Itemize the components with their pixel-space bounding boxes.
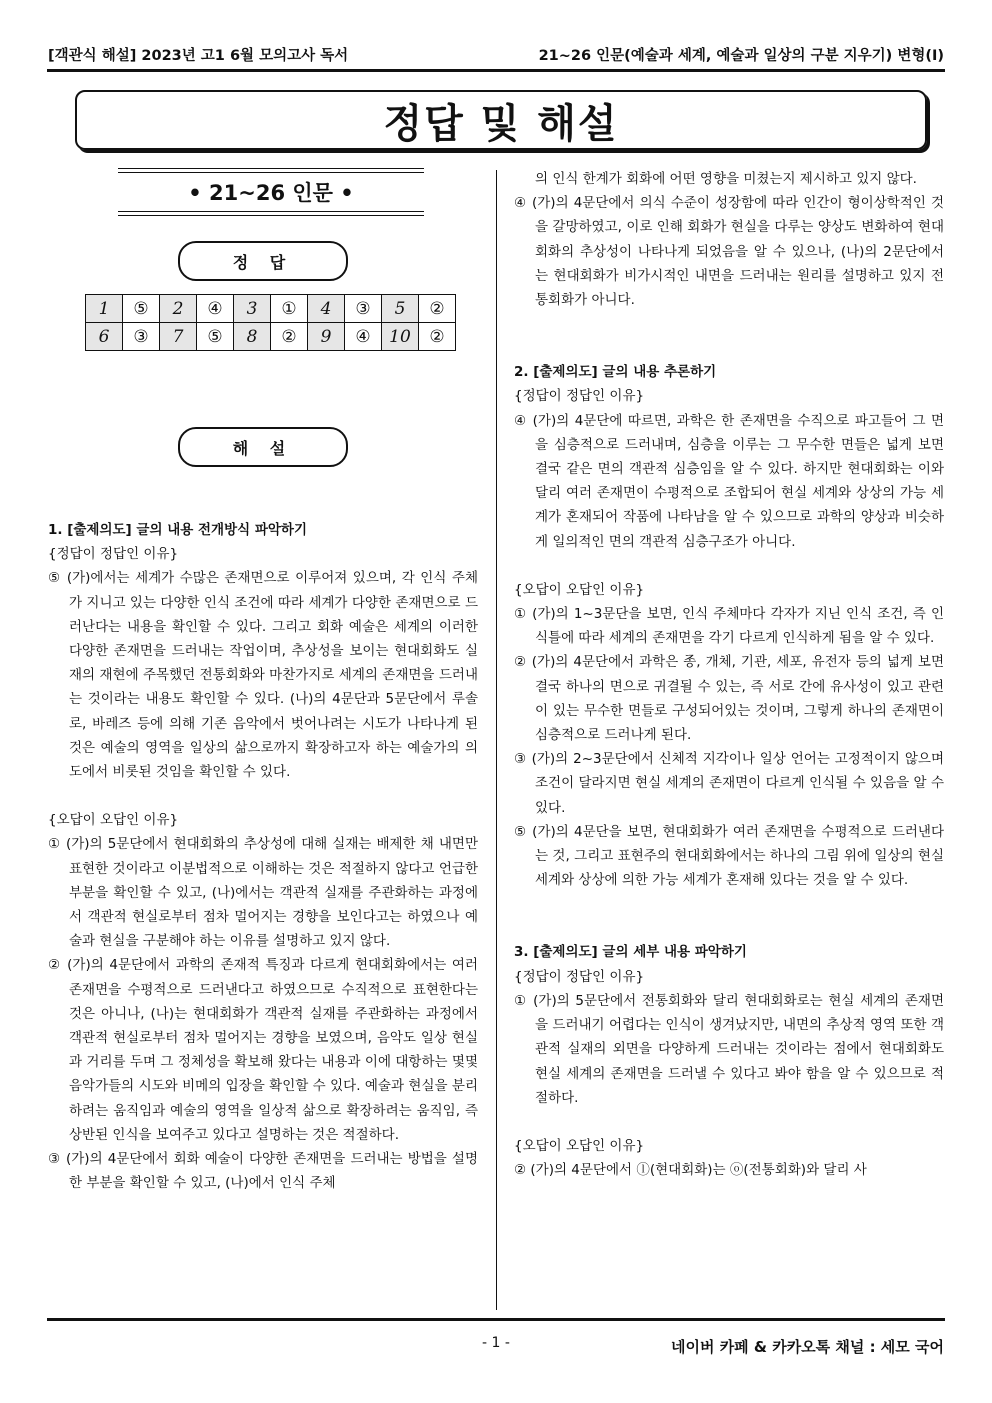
explanation-item: ④ (가)의 4문단에 따르면, 과학은 한 존재면을 수직으로 파고들어 그 면을 심층적으로 드러내며, 심층을 이루는 그 무수한 면들은 넓게 보면 결국 같은 면의 객관적 심층임을 알 수 있다. 하지만 현대회화는 이와 달리 여러 존재면이 수평적으로 조합되어 현실 세계와 상상의 가능 세계가 혼재되어 작품에 나타남을 알 수 있으므로 과학의 양상과 비슷하게 일의적인 면의 객관적 심층구조가 아니다. bbox=[514, 412, 944, 550]
question-number: 7 bbox=[160, 323, 197, 351]
right-column bbox=[514, 167, 944, 1182]
question-heading: 3. [출제의도] 글의 세부 내용 파악하기 bbox=[514, 944, 747, 961]
title-box bbox=[75, 90, 927, 150]
question-number: 3 bbox=[234, 295, 271, 323]
answer-row bbox=[86, 323, 456, 351]
answer-value: ④ bbox=[197, 295, 234, 323]
explanation-item: ④ (가)의 4문단에서 의식 수준이 성장함에 따라 인간이 형이상학적인 것을 갈망하였고, 이로 인해 회화가 현실을 다루는 양상도 변화하여 현대회화의 추상성이 나타나게 되었음을 알 수 있으나, (나)의 2문단에서는 현대회화가 비가시적인 내면을 드러내는 원리를 설명하고 있지 전통회화가 아니다. bbox=[514, 195, 944, 309]
question-number: 10 bbox=[382, 323, 419, 351]
left-column bbox=[48, 518, 478, 1195]
answer-label-pill: 정 답 bbox=[178, 241, 348, 281]
answer-table bbox=[85, 294, 456, 351]
wrong-reason-label: {오답이 오답인 이유} bbox=[514, 1137, 645, 1154]
explanation-item: ③ (가)의 4문단에서 회화 예술이 다양한 존재면을 드러내는 방법을 설명한 부분을 확인할 수 있고, (나)에서 인식 주체 bbox=[48, 1151, 478, 1192]
explanation-item: ① (가)의 5문단에서 현대회화의 추상성에 대해 실재는 배제한 채 내면만 표현한 것이라고 이분법적으로 이해하는 것은 적절하지 않다고 언급한 부분을 확인할 수 있고, (나)에서는 객관적 실재를 주관화하는 과정에서 객관적 현실로부터 점차 멀어지는 경향을 보인다고는 하였으나 예술과 현실을 구분해야 하는 이유를 설명하고 있지 않다. bbox=[48, 836, 478, 950]
answer-value: ③ bbox=[345, 295, 382, 323]
explanation-item: ② (가)의 4문단에서 과학은 종, 개체, 기관, 세포, 유전자 등의 넓게 보면 결국 하나의 면으로 귀결될 수 있는, 즉 서로 간에 유사성이 있고 관련이 있는 무수한 면들로 구성되어있는 것이며, 그렇게 하나의 존재면이 심층적으로 드러나게 된다. bbox=[514, 654, 944, 744]
answer-value: ② bbox=[271, 323, 308, 351]
explanation-item: ① (가)의 1~3문단을 보면, 인식 주체마다 각자가 지닌 인식 조건, 즉 인식틀에 따라 세계의 존재면을 각기 다르게 인식하게 됨을 알 수 있다. bbox=[514, 606, 944, 647]
answer-value: ② bbox=[419, 295, 456, 323]
answer-value: ③ bbox=[123, 323, 160, 351]
correct-reason-label: {정답이 정답인 이유} bbox=[48, 546, 179, 563]
explanation-label-pill: 해 설 bbox=[178, 427, 348, 467]
correct-reason-label: {정답이 정답인 이유} bbox=[514, 388, 645, 405]
answer-value: ④ bbox=[345, 323, 382, 351]
wrong-reason-label: {오답이 오답인 이유} bbox=[48, 812, 179, 829]
page-number: - 1 - bbox=[482, 1335, 510, 1351]
section-title: • 21~26 인문 • bbox=[188, 181, 354, 205]
explanation-item: ① (가)의 5문단에서 전통회화와 달리 현대회화로는 현실 세계의 존재면을 드러내기 어렵다는 인식이 생겨났지만, 내면의 추상적 영역 또한 객관적 실재의 외면을 다양하게 드러내는 것이라는 점에서 현대회화도 현실 세계의 존재면을 드러낼 수 있다고 봐야 함을 알 수 있으므로 적절하다. bbox=[514, 992, 944, 1106]
answer-value: ① bbox=[271, 295, 308, 323]
explanation-item: ② (가)의 4문단에서 ⓛ(현대회화)는 ⓞ(전통회화)와 달리 사 bbox=[514, 1162, 867, 1179]
header-left: [객관식 해설] 2023년 고1 6월 모의고사 독서 bbox=[48, 48, 349, 64]
explanation-item: ⑤ (가)의 4문단을 보면, 현대회화가 여러 존재면을 수평적으로 드러낸다는 것, 그리고 표현주의 현대회화에서는 하나의 그림 위에 일상의 현실 세계와 상상에 의한 가능 세계가 혼재해 있다는 것을 알 수 있다. bbox=[514, 823, 944, 889]
question-number: 5 bbox=[382, 295, 419, 323]
question-number: 6 bbox=[86, 323, 123, 351]
question-number: 4 bbox=[308, 295, 345, 323]
answer-value: ⑤ bbox=[123, 295, 160, 323]
question-heading: 2. [출제의도] 글의 내용 추론하기 bbox=[514, 364, 717, 381]
answer-row bbox=[86, 295, 456, 323]
column-divider bbox=[496, 170, 497, 1310]
footer-rule bbox=[47, 1318, 945, 1321]
question-number: 2 bbox=[160, 295, 197, 323]
explanation-item-continued: 의 인식 한계가 회화에 어떤 영향을 미쳤는지 제시하고 있지 않다. bbox=[535, 171, 917, 187]
wrong-reason-label: {오답이 오답인 이유} bbox=[514, 581, 645, 598]
header-rule bbox=[47, 69, 945, 72]
explanation-item: ② (가)의 4문단에서 과학의 존재적 특징과 다르게 현대회화에서는 여러 존재면을 수평적으로 드러낸다고 하였으므로 수직적으로 표현한다는 것은 아니나, (나)는 현대회화가 객관적 실재를 주관화하는 과정에서 객관적 현실로부터 점차 멀어지는 경향을 보였으며, 음악도 일상 현실과 거리를 두며 그 정체성을 확보해 왔다는 내용과 이에 대항하는 몇몇 음악가들의 시도와 비메의 입장을 확인할 수 있다. 예술과 현실을 분리하려는 움직임과 예술의 영역을 일상적 삶으로 확장하려는 움직임, 즉 상반된 인식을 보여주고 있다고 설명하는 것은 적절하다. bbox=[48, 957, 478, 1143]
question-number: 1 bbox=[86, 295, 123, 323]
footer-channel: 네이버 카페 & 카카오톡 채널 : 세모 국어 bbox=[671, 1338, 944, 1356]
page-title: 정답 및 해설 bbox=[383, 100, 619, 147]
answer-value: ② bbox=[419, 323, 456, 351]
section-banner bbox=[118, 168, 424, 216]
explanation-item: ③ (가)의 2~3문단에서 신체적 지각이나 일상 언어는 고정적이지 않으며 조건이 달라지면 현실 세계의 존재면이 다르게 인식될 수 있음을 알 수 있다. bbox=[514, 751, 944, 816]
question-number: 8 bbox=[234, 323, 271, 351]
question-heading: 1. [출제의도] 글의 내용 전개방식 파악하기 bbox=[48, 522, 308, 538]
question-number: 9 bbox=[308, 323, 345, 351]
explanation-item: ⑤ (가)에서는 세계가 수많은 존재면으로 이루어져 있으며, 각 인식 주체가 지니고 있는 다양한 인식 조건에 따라 세계가 다양한 존재면으로 드러난다는 내용을 확인할 수 있다. 그리고 회화 예술은 세계의 이러한 다양한 존재면을 드러내는 작업이며, 추상성을 보이는 현대회화도 실재의 재현에 주목했던 전통회화와 마찬가지로 세계의 존재면을 드러내는 것이라는 내용도 확인할 수 있다. (나)의 4문단과 5문단에서 루솔로, 바레즈 등에 의해 기존 음악에서 벗어나려는 시도가 나타나게 된 것은 예술의 영역을 일상의 삶으로까지 확장하고자 하는 예술가의 의도에서 비롯된 것임을 확인할 수 있다. bbox=[48, 570, 478, 781]
header-right: 21~26 인문(예술과 세계, 예술과 일상의 구분 지우기) 변형(I) bbox=[538, 48, 944, 64]
answer-value: ⑤ bbox=[197, 323, 234, 351]
correct-reason-label: {정답이 정답인 이유} bbox=[514, 968, 645, 985]
